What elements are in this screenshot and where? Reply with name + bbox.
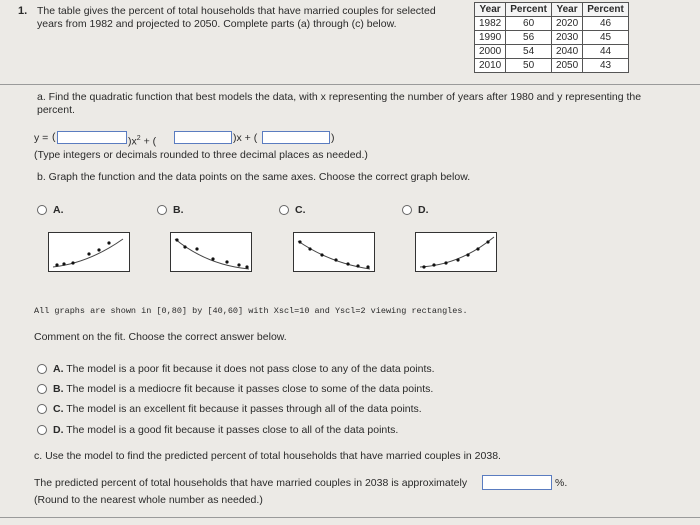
graph-option-c-radio[interactable] (279, 205, 289, 215)
fit-answer-b-radio[interactable] (37, 384, 47, 394)
coefficient-a-input[interactable] (57, 131, 127, 144)
fit-answer-a-radio[interactable] (37, 364, 47, 374)
table-header: Year (551, 3, 582, 17)
part-c-hint: (Round to the nearest whole number as needed.) (34, 494, 263, 506)
part-c-answer-line: The predicted percent of total households that have married couples in 2038 is approximately (34, 477, 468, 489)
coefficient-b-input[interactable] (174, 131, 232, 144)
graph-option-c-label: C. (295, 204, 306, 216)
viewing-window-note: All graphs are shown in [0,80] by [40,60] with Xscl=10 and Yscl=2 viewing rectangles. (34, 306, 468, 316)
table-header: Percent (583, 3, 629, 17)
table-header-row (475, 3, 629, 17)
graph-option-d-radio[interactable] (402, 205, 412, 215)
table-cell: 56 (506, 31, 552, 45)
graph-option-d-thumbnail[interactable] (415, 232, 497, 272)
part-a-prompt: a. Find the quadratic function that best models the data, with x representing the number of years after 1980 and y representing the percent. (37, 91, 642, 116)
table-cell: 60 (506, 17, 552, 31)
equation-close-label: ) (331, 132, 335, 144)
table-cell: 1982 (475, 17, 506, 31)
table-cell: 44 (583, 45, 629, 59)
table-row (475, 45, 629, 59)
table-cell: 2040 (551, 45, 582, 59)
part-a-hint: (Type integers or decimals rounded to three decimal places as needed.) (34, 149, 368, 161)
table-cell: 2000 (475, 45, 506, 59)
table-cell: 50 (506, 59, 552, 73)
paren-open-icon: ( (52, 131, 56, 143)
equation-x-label: )x + ( (233, 132, 258, 144)
equation-y-label: y = (34, 132, 49, 144)
section-divider (0, 84, 700, 85)
graph-option-a-radio[interactable] (37, 205, 47, 215)
part-c-prompt: c. Use the model to find the predicted percent of total households that have married couples in 2038. (34, 450, 501, 462)
part-b-prompt: b. Graph the function and the data points on the same axes. Choose the correct graph below. (37, 171, 471, 183)
table-cell: 2030 (551, 31, 582, 45)
graph-option-a-label: A. (53, 204, 64, 216)
graph-option-b-radio[interactable] (157, 205, 167, 215)
table-cell: 2050 (551, 59, 582, 73)
table-cell: 1990 (475, 31, 506, 45)
table-cell: 43 (583, 59, 629, 73)
coefficient-c-input[interactable] (262, 131, 330, 144)
fit-answer-d-radio[interactable] (37, 425, 47, 435)
fit-answer-c: C. The model is an excellent fit because it passes through all of the data points. (53, 403, 422, 415)
predicted-percent-input[interactable] (482, 475, 552, 490)
table-header: Percent (506, 3, 552, 17)
fit-answer-c-radio[interactable] (37, 404, 47, 414)
table-row (475, 59, 629, 73)
fit-answer-a: A. The model is a poor fit because it does not pass close to any of the data points. (53, 363, 435, 375)
table-cell: 46 (583, 17, 629, 31)
fit-answer-b: B. The model is a mediocre fit because it passes close to some of the data points. (53, 383, 434, 395)
fit-answer-d: D. The model is a good fit because it passes close to all of the data points. (53, 424, 399, 436)
comment-prompt: Comment on the fit. Choose the correct answer below. (34, 331, 287, 343)
graph-option-b-thumbnail[interactable] (170, 232, 252, 272)
table-row (475, 31, 629, 45)
bottom-divider (0, 517, 700, 518)
problem-statement: The table gives the percent of total households that have married couples for selected years from 1982 and projected to 2050. Complete parts (a) through (c) below. (37, 5, 436, 30)
data-table (474, 2, 629, 73)
table-cell: 2010 (475, 59, 506, 73)
table-cell: 2020 (551, 17, 582, 31)
graph-option-c-thumbnail[interactable] (293, 232, 375, 272)
graph-option-a-thumbnail[interactable] (48, 232, 130, 272)
percent-unit: %. (555, 477, 568, 489)
problem-number: 1. (18, 5, 28, 17)
table-cell: 54 (506, 45, 552, 59)
table-header: Year (475, 3, 506, 17)
graph-option-b-label: B. (173, 204, 184, 216)
table-row (475, 17, 629, 31)
table-cell: 45 (583, 31, 629, 45)
graph-option-d-label: D. (418, 204, 429, 216)
equation-x2-label: )$x^2$ + ( (128, 135, 157, 148)
